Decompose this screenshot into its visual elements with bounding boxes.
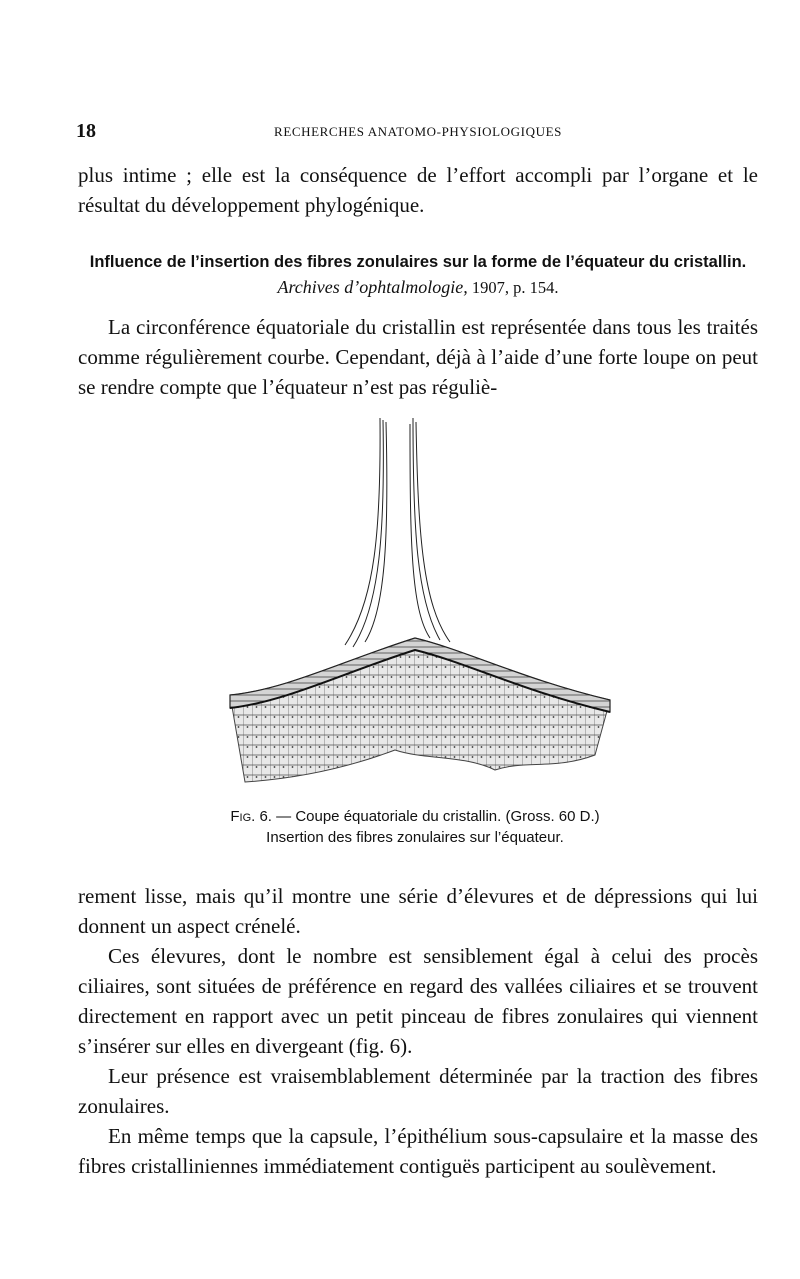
lens-equator-illustration <box>225 410 615 790</box>
paragraph-block-after-figure <box>78 881 758 1181</box>
section-heading-citation: 1907, p. 154. <box>471 278 559 297</box>
figure-caption <box>180 806 650 848</box>
paragraph-traction: Leur présence est vraisemblablement déterminée par la traction des fibres zonulaires. <box>78 1064 758 1118</box>
caption-line-2: Insertion des fibres zonulaires sur l’équateur. <box>266 829 564 846</box>
caption-line-1 <box>180 806 650 827</box>
section-heading-title: Influence de l’insertion des fibres zonulaires sur la forme de l’équateur du cristallin. <box>89 253 747 271</box>
figure-lens-section <box>225 410 615 790</box>
section-heading-journal: Archives d’ophtalmologie, <box>277 277 468 297</box>
zonular-fibers <box>345 418 450 647</box>
caption-text-1: — Coupe équatoriale du cristallin. (Gross. 60 D.) <box>276 808 600 825</box>
page-number: 18 <box>76 120 96 142</box>
paragraph-continuation: plus intime ; elle est la conséquence de l’effort accompli par l’organe et le résultat du développement phylogénique. <box>78 163 758 217</box>
running-title: RECHERCHES ANATOMO-PHYSIOLOGIQUES <box>274 124 562 139</box>
section-heading <box>78 249 758 300</box>
lens-fiber-mass <box>230 638 610 782</box>
paragraph-capsule: En même temps que la capsule, l’épithélium sous-capsulaire et la masse des fibres cristalliniennes immédiatement contiguës participent au soulèvement. <box>78 1124 758 1178</box>
paragraph-intro: La circonférence équatoriale du cristallin est représentée dans tous les traités comme régulièrement courbe. Cependant, déjà à l’aide d’une forte loupe on peut se rendre compte que l’équateur n’est pas réguliè- <box>78 315 758 399</box>
page-header <box>76 120 760 144</box>
figure-label: Fig. 6. <box>230 808 272 825</box>
paragraph-continuation-2: rement lisse, mais qu’il montre une série d’élevures et de dépressions qui lui donnent un aspect crénelé. <box>78 884 758 938</box>
paragraph-elevations: Ces élevures, dont le nombre est sensiblement égal à celui des procès ciliaires, sont situées de préférence en regard des vallées ciliaires et se trouvent directement en rapport avec un petit pinceau de fibres zonulaires qui viennent s’insérer sur elles en divergeant (fig. 6). <box>78 944 758 1058</box>
